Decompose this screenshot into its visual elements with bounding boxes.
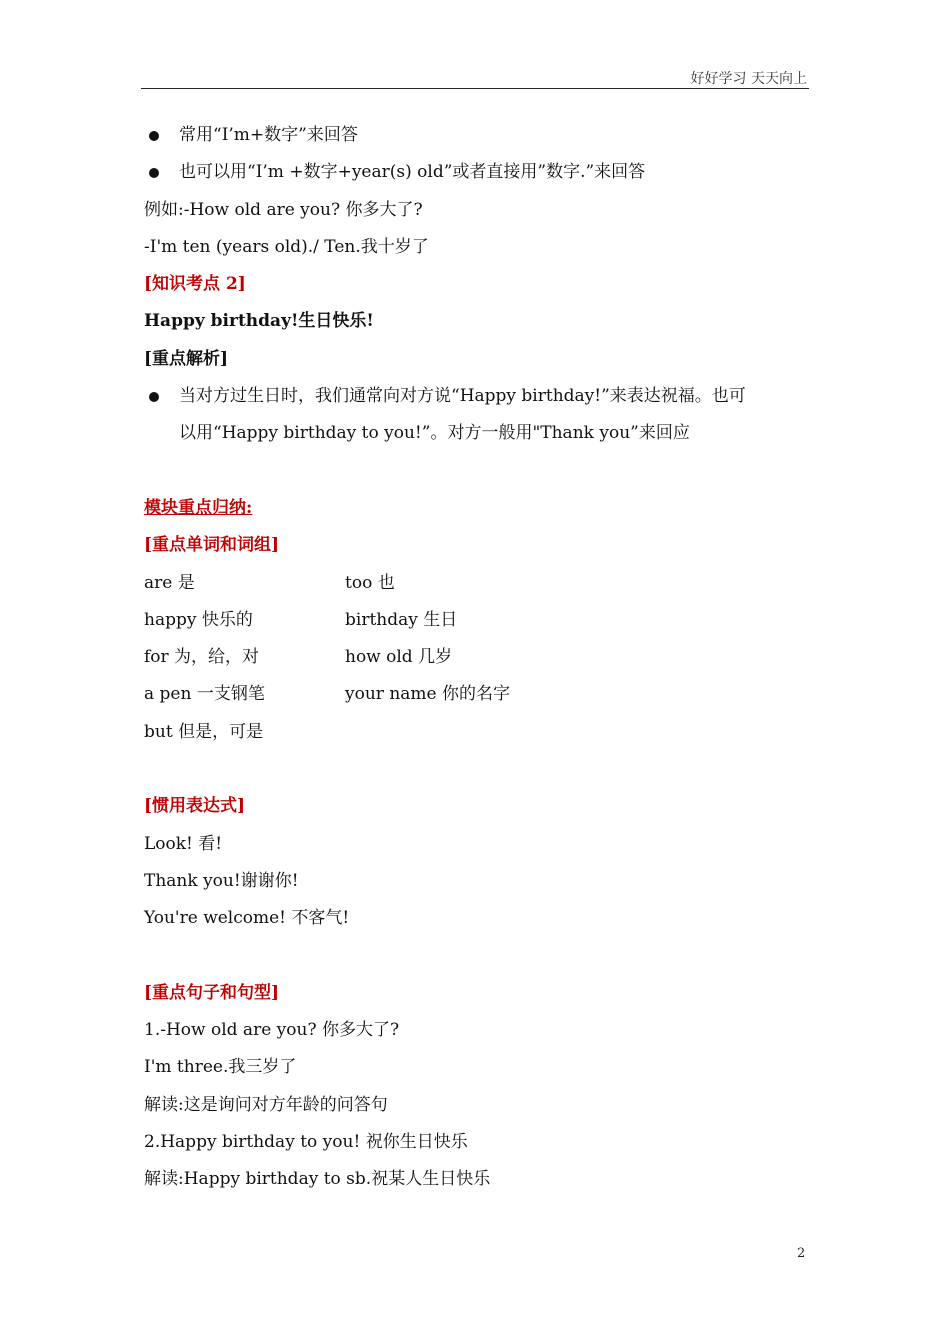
knowledge-point-title: Happy birthday!生日快乐! <box>144 311 374 332</box>
header-divider <box>141 88 809 89</box>
vocab-row <box>144 602 808 639</box>
vocab-entry: happy 快乐的 <box>144 609 253 630</box>
vocab-entry: for 为，给，对 <box>144 647 260 668</box>
sentence-item: 2.Happy birthday to you! 祝你生日快乐 <box>144 1132 468 1153</box>
bullet-dot-icon <box>149 392 159 402</box>
expression-item: Look! 看! <box>144 833 223 854</box>
knowledge-point-label: [知识考点 2] <box>144 274 246 295</box>
bullet-item <box>144 154 808 191</box>
spacer <box>144 938 808 975</box>
vocab-entry: are 是 <box>144 572 195 593</box>
vocab-entry: a pen 一支钢笔 <box>144 684 265 705</box>
vocab-entry: how old 几岁 <box>345 647 453 668</box>
bullet-item <box>144 117 808 154</box>
expressions-section-label: [惯用表达式] <box>144 796 246 817</box>
sentences-section-label: [重点句子和句型] <box>144 982 280 1003</box>
vocab-entry: your name 你的名字 <box>345 684 510 705</box>
vocab-section-label: [重点单词和词组] <box>144 535 280 556</box>
bullet-text-line: 以用“Happy birthday to you!”。对方一般用"Thank you”来回应 <box>179 423 690 444</box>
vocab-row <box>144 714 808 751</box>
module-summary-title: 模块重点归纳: <box>144 497 253 518</box>
spacer <box>144 453 808 490</box>
document-body <box>144 117 808 1199</box>
page-header-text: 好好学习 天天向上 <box>690 71 807 87</box>
bullet-text: 常用“I’m+数字”来回答 <box>179 125 358 145</box>
vocab-row <box>144 676 808 713</box>
bullet-dot-icon <box>149 131 159 141</box>
vocab-entry: too 也 <box>345 572 395 593</box>
bullet-dot-icon <box>149 168 159 178</box>
example-answer: -I'm ten (years old)./ Ten.我十岁了 <box>144 236 429 257</box>
bullet-text-line: 当对方过生日时，我们通常向对方说“Happy birthday!”来表达祝福。也可 <box>179 386 746 407</box>
sentence-item: 解读:这是询问对方年龄的问答句 <box>144 1094 388 1115</box>
analysis-label: [重点解析] <box>144 348 229 369</box>
bullet-text: 也可以用“I’m +数字+year(s) old”或者直接用”数字.”来回答 <box>179 162 646 183</box>
sentence-item: 解读:Happy birthday to sb.祝某人生日快乐 <box>144 1169 491 1190</box>
sentence-item: I'm three.我三岁了 <box>144 1057 297 1078</box>
spacer <box>144 751 808 788</box>
expression-item: Thank you!谢谢你! <box>144 870 299 891</box>
vocab-row <box>144 565 808 602</box>
vocab-entry: birthday 生日 <box>345 609 458 630</box>
page-number: 2 <box>797 1246 806 1261</box>
sentence-item: 1.-How old are you? 你多大了? <box>144 1020 400 1041</box>
example-question: 例如:-How old are you? 你多大了? <box>144 199 423 220</box>
vocab-row <box>144 639 808 676</box>
bullet-item <box>144 378 808 453</box>
vocab-entry: but 但是，可是 <box>144 721 264 742</box>
expression-item: You're welcome! 不客气! <box>144 908 350 929</box>
